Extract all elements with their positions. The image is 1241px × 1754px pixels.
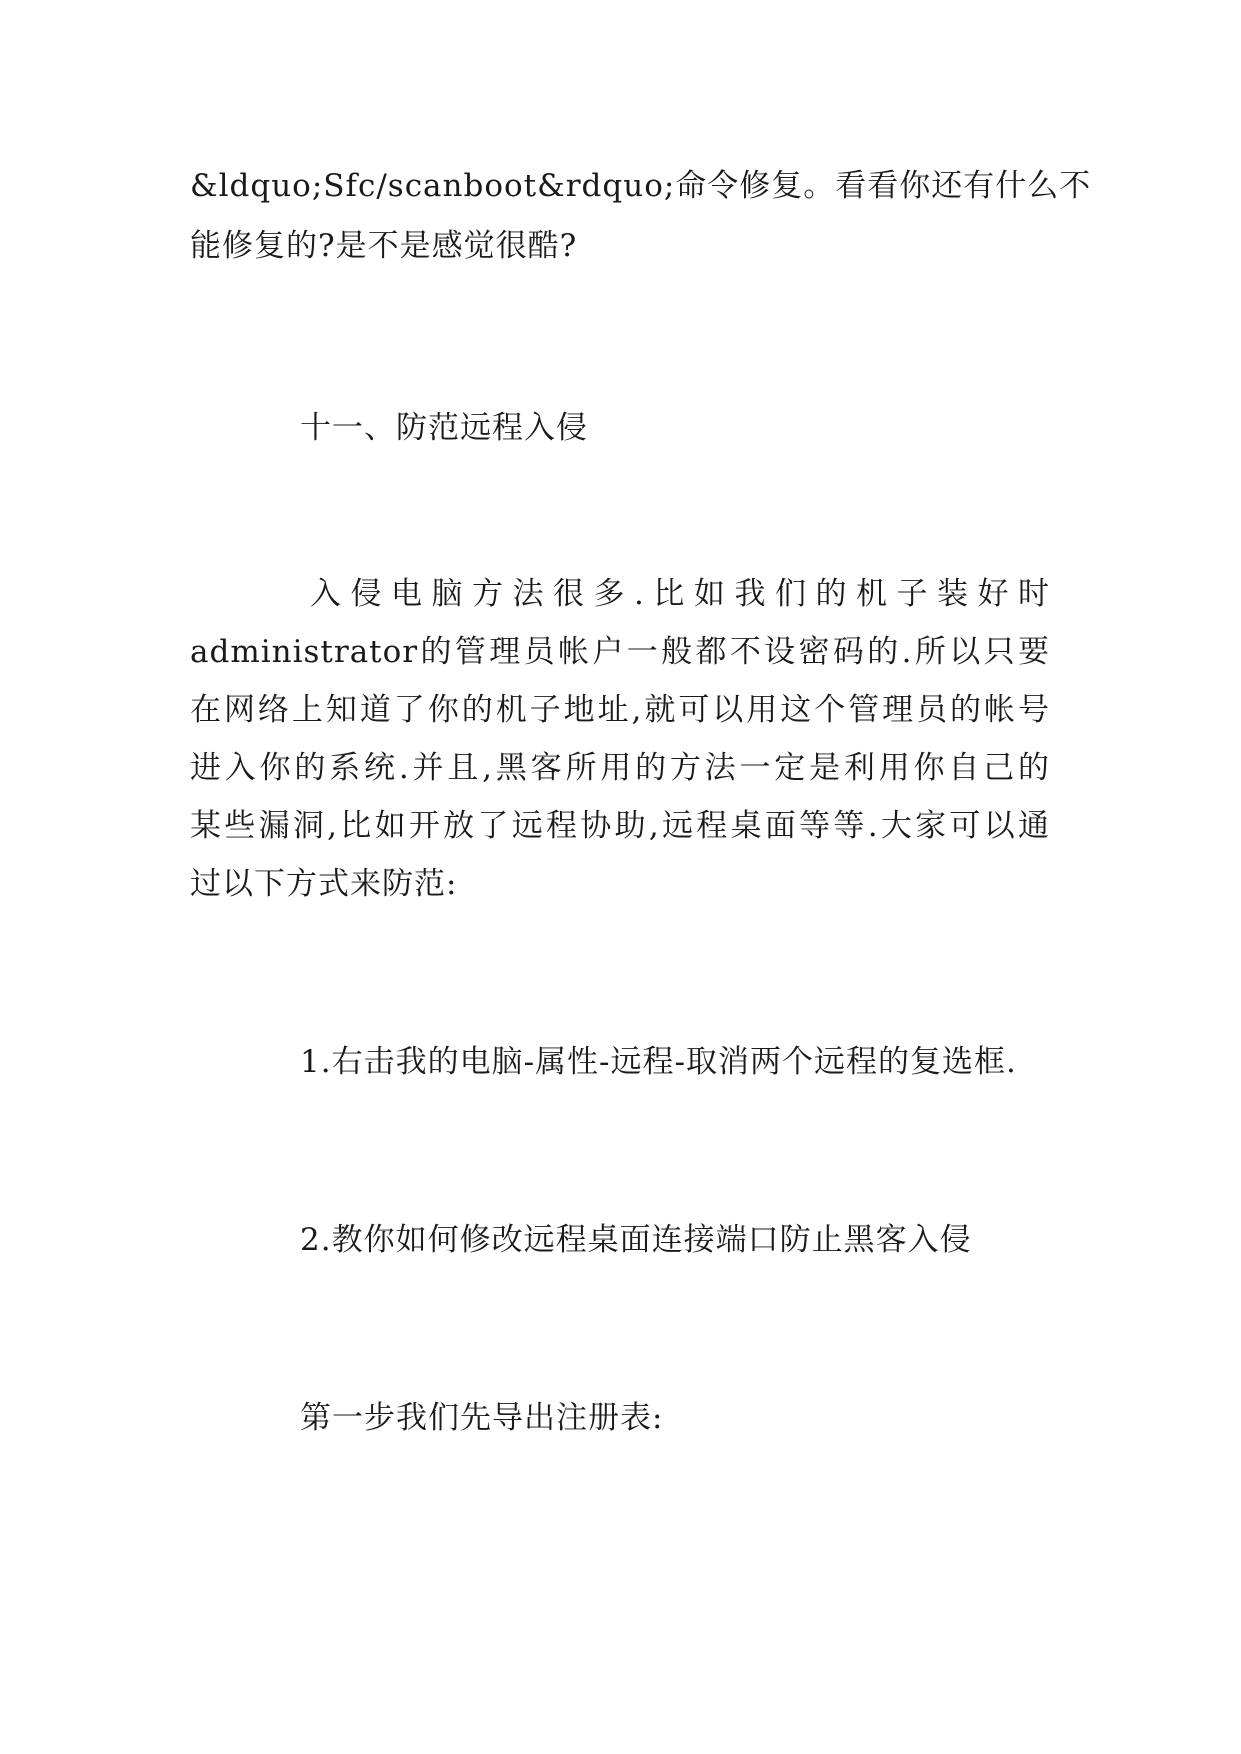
- paragraph-line-3: 入侵电脑方法很多.比如我们的机子装好时: [310, 576, 1050, 612]
- list-item-1: 1.右击我的电脑-属性-远程-取消两个远程的复选框.: [300, 1044, 1017, 1080]
- list-item-2: 2.教你如何修改远程桌面连接端口防止黑客入侵: [300, 1222, 972, 1258]
- paragraph-line-6: 进入你的系统.并且,黑客所用的方法一定是利用你自己的: [190, 750, 1050, 786]
- paragraph-line-5: 在网络上知道了你的机子地址,就可以用这个管理员的帐号: [190, 692, 1050, 728]
- paragraph-line-8: 过以下方式来防范:: [190, 866, 458, 902]
- paragraph-line-4: administrator的管理员帐户一般都不设密码的.所以只要: [190, 634, 1050, 670]
- paragraph-line-2: 能修复的?是不是感觉很酷?: [190, 228, 578, 264]
- paragraph-line-1: &ldquo;Sfc/scanboot&rdquo;命令修复。看看你还有什么不: [190, 168, 1092, 204]
- paragraph-line-7: 某些漏洞,比如开放了远程协助,远程桌面等等.大家可以通: [190, 808, 1050, 844]
- step-line: 第一步我们先导出注册表:: [300, 1400, 664, 1436]
- section-heading: 十一、防范远程入侵: [300, 410, 588, 446]
